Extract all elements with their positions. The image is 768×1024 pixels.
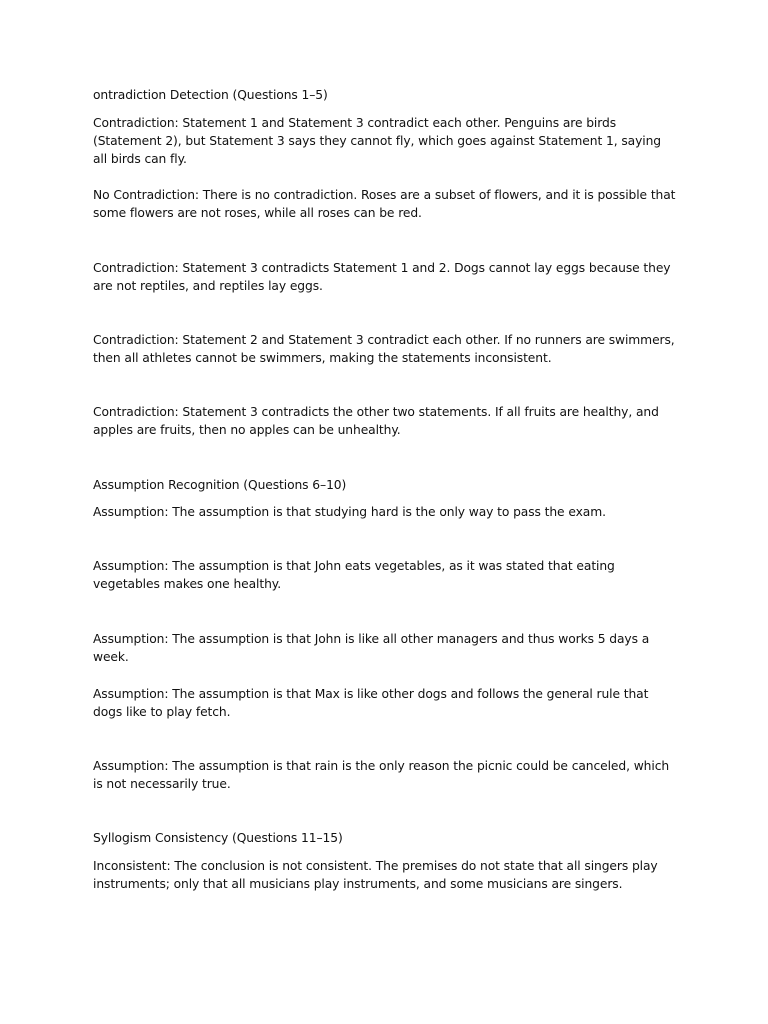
answer-paragraph-q6: Assumption: The assumption is that studying hard is the only way to pass the exam. (93, 505, 606, 519)
answer-paragraph-q8: Assumption: The assumption is that John is like all other managers and thus works 5 days a week. (93, 632, 650, 664)
section-heading-syllogism-consistency: Syllogism Consistency (Questions 11–15) (93, 831, 343, 845)
answer-paragraph-q2: No Contradiction: There is no contradiction. Roses are a subset of flowers, and it is possible that some flowers are not roses, while all roses can be red. (93, 188, 676, 220)
section-heading-assumption-recognition: Assumption Recognition (Questions 6–10) (93, 478, 347, 492)
answer-paragraph-q7: Assumption: The assumption is that John eats vegetables, as it was stated that eating vegetables makes one healthy. (93, 559, 615, 591)
answer-paragraph-q4: Contradiction: Statement 2 and Statement 3 contradict each other. If no runners are swimmers, then all athletes cannot be swimmers, making the statements inconsistent. (93, 333, 675, 365)
section-heading-contradiction-detection: ontradiction Detection (Questions 1–5) (93, 88, 328, 102)
answer-paragraph-q10: Assumption: The assumption is that rain is the only reason the picnic could be canceled, which is not necessarily true. (93, 759, 670, 791)
answer-paragraph-q5: Contradiction: Statement 3 contradicts the other two statements. If all fruits are healthy, and apples are fruits, then no apples can be unhealthy. (93, 405, 659, 437)
answer-paragraph-q3: Contradiction: Statement 3 contradicts Statement 1 and 2. Dogs cannot lay eggs because they are not reptiles, and reptiles lay eggs. (93, 261, 671, 293)
answer-paragraph-q1: Contradiction: Statement 1 and Statement 3 contradict each other. Penguins are birds (Statement 2), but Statement 3 says they cannot fly, which goes against Statement 1, saying all birds can fly. (93, 116, 661, 166)
answer-paragraph-q9: Assumption: The assumption is that Max is like other dogs and follows the general rule that dogs like to play fetch. (93, 687, 649, 719)
answer-paragraph-q11: Inconsistent: The conclusion is not consistent. The premises do not state that all singers play instruments; only that all musicians play instruments, and some musicians are singers. (93, 859, 658, 891)
